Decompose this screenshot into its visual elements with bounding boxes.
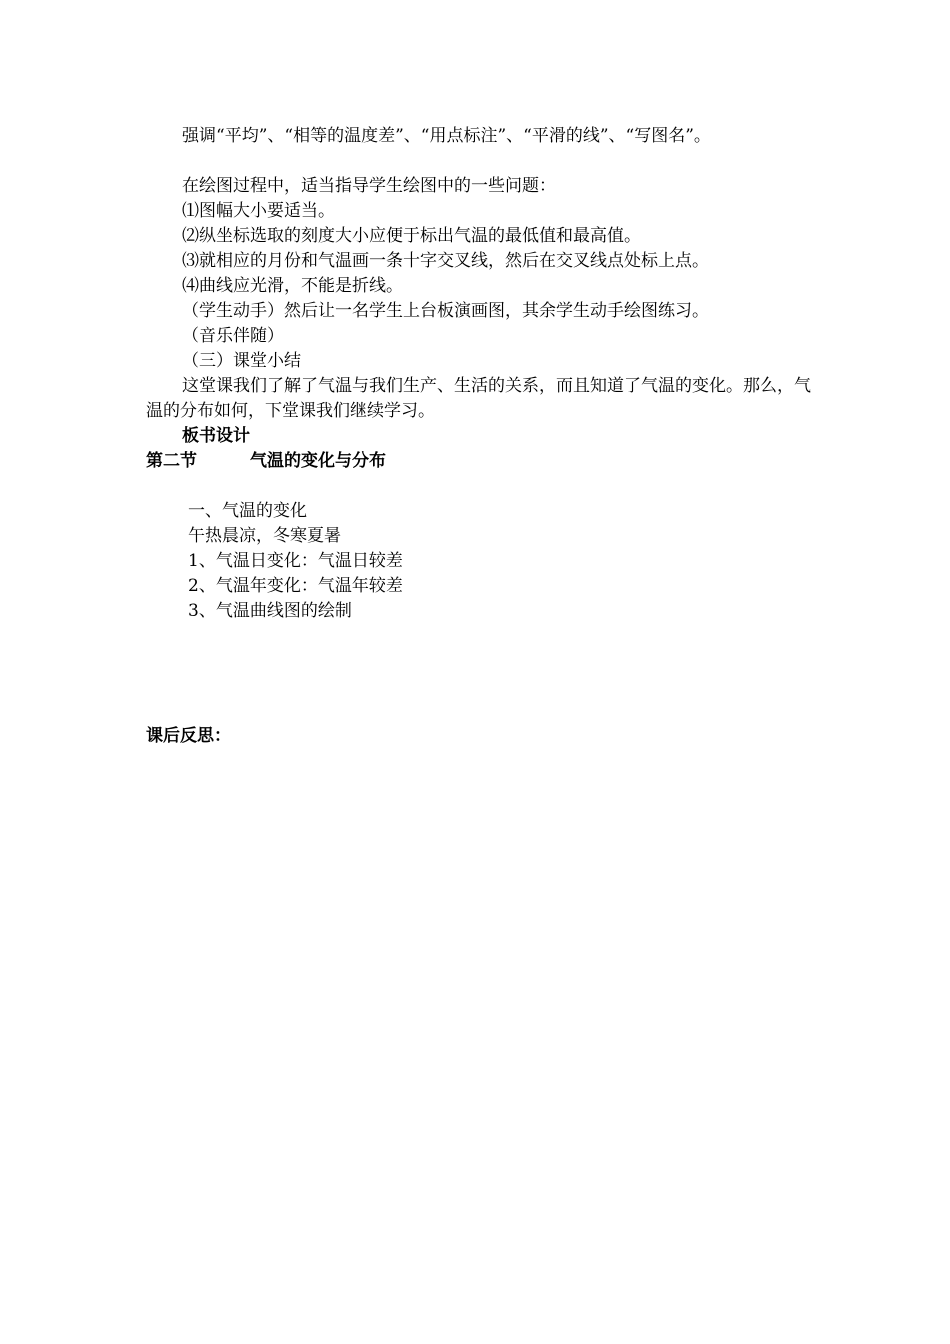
outline-item-3: 1、气温日变化：气温日较差 — [188, 551, 403, 571]
tip-4: ⑷曲线应光滑，不能是折线。 — [182, 276, 403, 296]
section-label: 第二节 — [146, 451, 197, 471]
section-title: 气温的变化与分布 — [250, 451, 386, 471]
student-activity: （学生动手）然后让一名学生上台板演画图，其余学生动手绘图练习。 — [182, 301, 709, 321]
tip-1: ⑴图幅大小要适当。 — [182, 201, 335, 221]
music-note: （音乐伴随） — [182, 326, 284, 346]
tip-2: ⑵纵坐标选取的刻度大小应便于标出气温的最低值和最高值。 — [182, 226, 641, 246]
emphasis-paragraph: 强调“平均”、“相等的温度差”、“用点标注”、“平滑的线”、“写图名”。 — [182, 126, 711, 146]
tip-3: ⑶就相应的月份和气温画一条十字交叉线，然后在交叉线点处标上点。 — [182, 251, 709, 271]
outline-item-5: 3、气温曲线图的绘制 — [188, 601, 352, 621]
outline-item-4: 2、气温年变化：气温年较差 — [188, 576, 403, 596]
board-design-heading: 板书设计 — [182, 426, 250, 446]
guidance-intro: 在绘图过程中，适当指导学生绘图中的一些问题： — [182, 176, 556, 196]
reflection-heading: 课后反思： — [146, 726, 231, 746]
summary-paragraph: 这堂课我们了解了气温与我们生产、生活的关系，而且知道了气温的变化。那么，气温的分布如何，下堂课我们继续学习。 — [146, 376, 811, 421]
summary-heading: （三）课堂小结 — [182, 351, 301, 371]
outline-item-1: 一、气温的变化 — [188, 501, 307, 521]
outline-item-2: 午热晨凉，冬寒夏暑 — [188, 526, 341, 546]
